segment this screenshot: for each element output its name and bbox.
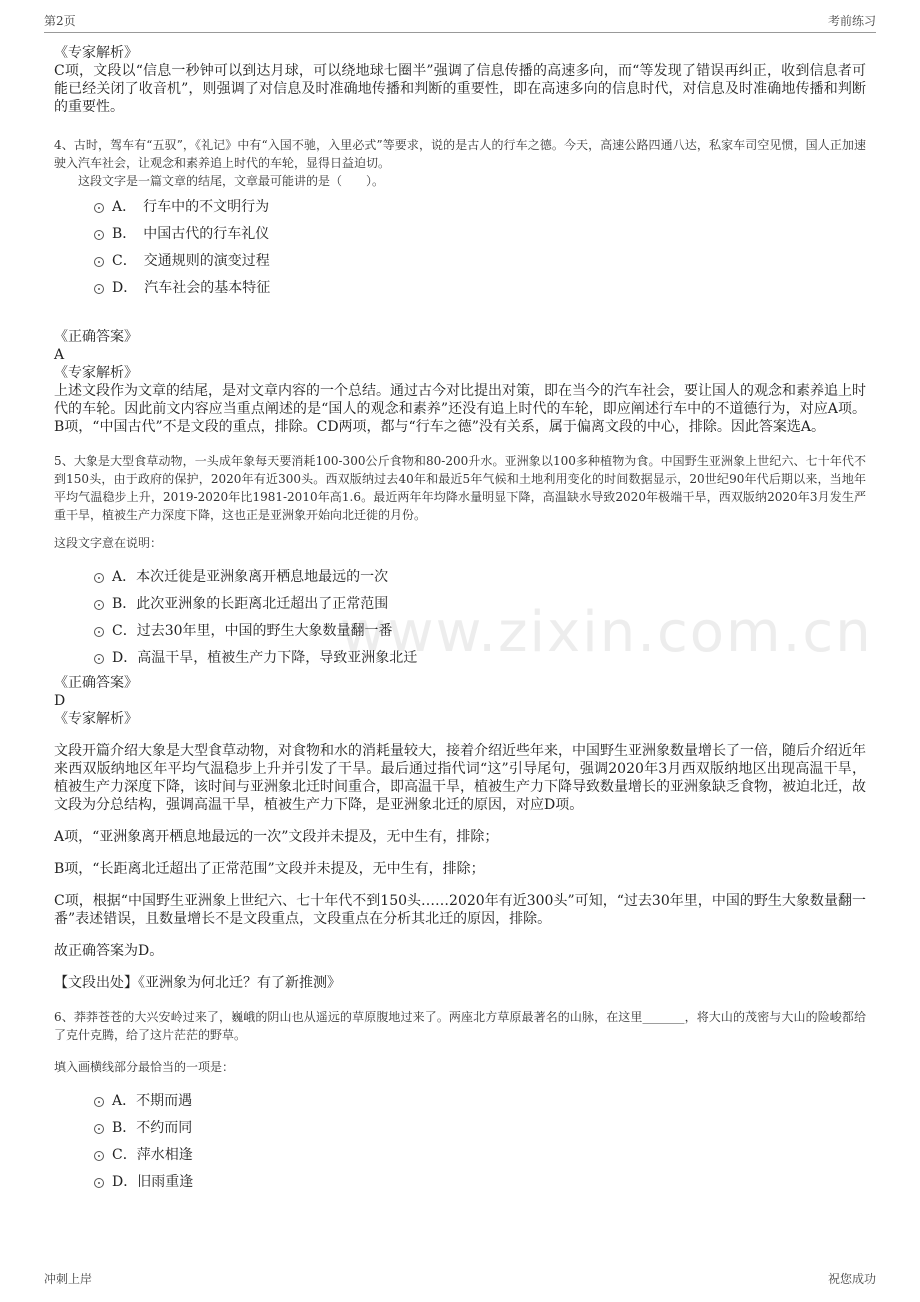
q6-options <box>54 1090 866 1198</box>
radio-icon[interactable] <box>94 654 104 664</box>
q4-analysis: 上述文段作为文章的结尾，是对文章内容的一个总结。通过古今对比提出对策，即在当今的汽车社会，要让国人的观念和素养追上时代的车轮。因此前文内容应当重点阐述的是“国人的观念和素养”还没有追上时代的车轮，即应阐述行车中的不道德行为，对应A项。B项，“中国古代”不是文段的重点，排除。CD两项，都与“行车之德”没有关系，属于偏离文段的中心，排除。因此答案选A。 <box>54 383 866 435</box>
option-label: C． 交通规则的演变过程 <box>112 253 270 269</box>
q5-analysis-main: 文段开篇介绍大象是大型食草动物，对食物和水的消耗量较大，接着介绍近些年来，中国野生亚洲象数量增长了一倍，随后介绍近年来西双版纳地区年平均气温稳步上升并引发了干旱。最后通过指代词“这”引导尾句，强调2020年3月西双版纳地区出现高温干旱，植被生产力深度下降，该时间与亚洲象北迁时间重合，即高温干旱，植被生产力下降导致数量增长的亚洲象缺乏食物，被迫北迁，故文段为分总结构，强调高温干旱，植被生产力下降，是亚洲象北迁的原因，对应D项。 <box>54 743 866 813</box>
page-content <box>54 44 866 1198</box>
q4-option-a[interactable] <box>54 196 866 223</box>
radio-icon[interactable] <box>94 284 104 294</box>
q5-option-c[interactable] <box>54 620 866 647</box>
q4-stem: 4、古时，驾车有“五驭”，《礼记》中有“入国不驰，入里必式”等要求，说的是古人的行车之德。今天，高速公路四通八达，私家车司空见惯，国人正加速驶入汽车社会，让观念和素养追上时代的车轮，显得日益迫切。 <box>54 138 866 170</box>
q4-option-b[interactable] <box>54 223 866 250</box>
option-label: D． 汽车社会的基本特征 <box>112 280 271 296</box>
option-label: A．不期而遇 <box>112 1093 193 1109</box>
option-label: D．旧雨重逢 <box>112 1174 194 1190</box>
radio-icon[interactable] <box>94 1151 104 1161</box>
q5-option-d[interactable] <box>54 647 866 674</box>
option-label: A．本次迁徙是亚洲象离开栖息地最远的一次 <box>112 569 389 585</box>
q5-source: 【文段出处】《亚洲象为何北迁？有了新推测》 <box>54 975 341 991</box>
q4-analysis-label: 《专家解析》 <box>54 365 138 381</box>
q6-option-d[interactable] <box>54 1171 866 1198</box>
q6-stem: 6、莽莽苍苍的大兴安岭过来了，巍峨的阴山也从遥远的草原腹地过来了。两座北方草原最著名的山脉，在这里_______，将大山的茂密与大山的险峻都给了克什克腾，给了这片茫茫的野草。 <box>54 1010 866 1042</box>
q5-question: 这段文字意在说明： <box>54 536 163 550</box>
watermark: www.zixin.com.cn <box>340 600 873 665</box>
q5-analysis-conclusion: 故正确答案为D。 <box>54 943 164 959</box>
radio-icon[interactable] <box>94 627 104 637</box>
footer-left: 冲刺上岸 <box>44 1272 93 1286</box>
radio-icon[interactable] <box>94 257 104 267</box>
radio-icon[interactable] <box>94 1124 104 1134</box>
radio-icon[interactable] <box>94 600 104 610</box>
page-header <box>44 12 876 32</box>
q5-answer: D <box>54 693 66 709</box>
q6-option-b[interactable] <box>54 1117 866 1144</box>
q6-option-a[interactable] <box>54 1090 866 1117</box>
option-label: C．萍水相逢 <box>112 1147 193 1163</box>
radio-icon[interactable] <box>94 230 104 240</box>
radio-icon[interactable] <box>94 1097 104 1107</box>
option-label: D．高温干旱，植被生产力下降，导致亚洲象北迁 <box>112 650 418 666</box>
q4-options <box>54 196 866 304</box>
radio-icon[interactable] <box>94 573 104 583</box>
q6-question: 填入画横线部分最恰当的一项是： <box>54 1060 235 1074</box>
q5-answer-label: 《正确答案》 <box>54 675 138 691</box>
q5-analysis-b: B项，“长距离北迁超出了正常范围”文段并未提及，无中生有，排除； <box>54 861 485 877</box>
q5-analysis-c: C项，根据“中国野生亚洲象上世纪六、七十年代不到150头……2020年有近300头”可知，“过去30年里，中国的野生大象数量翻一番”表述错误，且数量增长不是文段重点，文段重点在分析其北迁的原因，排除。 <box>54 893 866 927</box>
option-label: B． 中国古代的行车礼仪 <box>112 226 270 242</box>
option-label: A． 行车中的不文明行为 <box>112 199 270 215</box>
radio-icon[interactable] <box>94 203 104 213</box>
page-number: 第2页 <box>44 14 76 28</box>
q4-question: 这段文字是一篇文章的结尾，文章最可能讲的是（ ）。 <box>78 174 385 188</box>
header-title: 考前练习 <box>827 14 876 28</box>
header-divider <box>44 32 876 33</box>
q5-stem: 5、大象是大型食草动物，一头成年象每天要消耗100-300公斤食物和80-200升水。亚洲象以100多种植物为食。中国野生亚洲象上世纪六、七十年代不到150头，由于政府的保护，2020年有近300头。西双版纳过去40年和最近5年气候和土地利用变化的时间数据显示，20世纪90年代后期以来，当地年平均气温稳步上升，2019-2020年比1981-2010年高1.6。最近两年年均降水量明显下降，高温缺水导致2020年极端干旱，西双版纳2020年3月发生严重干旱，植被生产力深度下降，这也正是亚洲象开始向北迁徙的月份。 <box>54 454 866 522</box>
option-label: B．此次亚洲象的长距离北迁超出了正常范围 <box>112 596 389 612</box>
q6-option-c[interactable] <box>54 1144 866 1171</box>
q5-option-a[interactable] <box>54 566 866 593</box>
q3-analysis-label: 《专家解析》 <box>54 45 138 61</box>
footer-right: 祝您成功 <box>827 1272 876 1286</box>
q5-analysis-label: 《专家解析》 <box>54 711 138 727</box>
option-label: C．过去30年里，中国的野生大象数量翻一番 <box>112 623 393 639</box>
q4-answer-label: 《正确答案》 <box>54 329 138 345</box>
option-label: B．不约而同 <box>112 1120 193 1136</box>
q5-analysis-a: A项，“亚洲象离开栖息地最远的一次”文段并未提及，无中生有，排除； <box>54 829 499 845</box>
q4-option-d[interactable] <box>54 277 866 304</box>
q5-option-b[interactable] <box>54 593 866 620</box>
radio-icon[interactable] <box>94 1178 104 1188</box>
q4-answer: A <box>54 347 65 363</box>
q5-options <box>54 566 866 674</box>
q4-option-c[interactable] <box>54 250 866 277</box>
q3-analysis: C项，文段以“信息一秒钟可以到达月球，可以绕地球七圈半”强调了信息传播的高速多向，而“等发现了错误再纠正，收到信息者可能已经关闭了收音机”，则强调了对信息及时准确地传播和判断的重要性，即在高速多向的信息时代，对信息及时准确地传播和判断的重要性。 <box>54 63 866 115</box>
